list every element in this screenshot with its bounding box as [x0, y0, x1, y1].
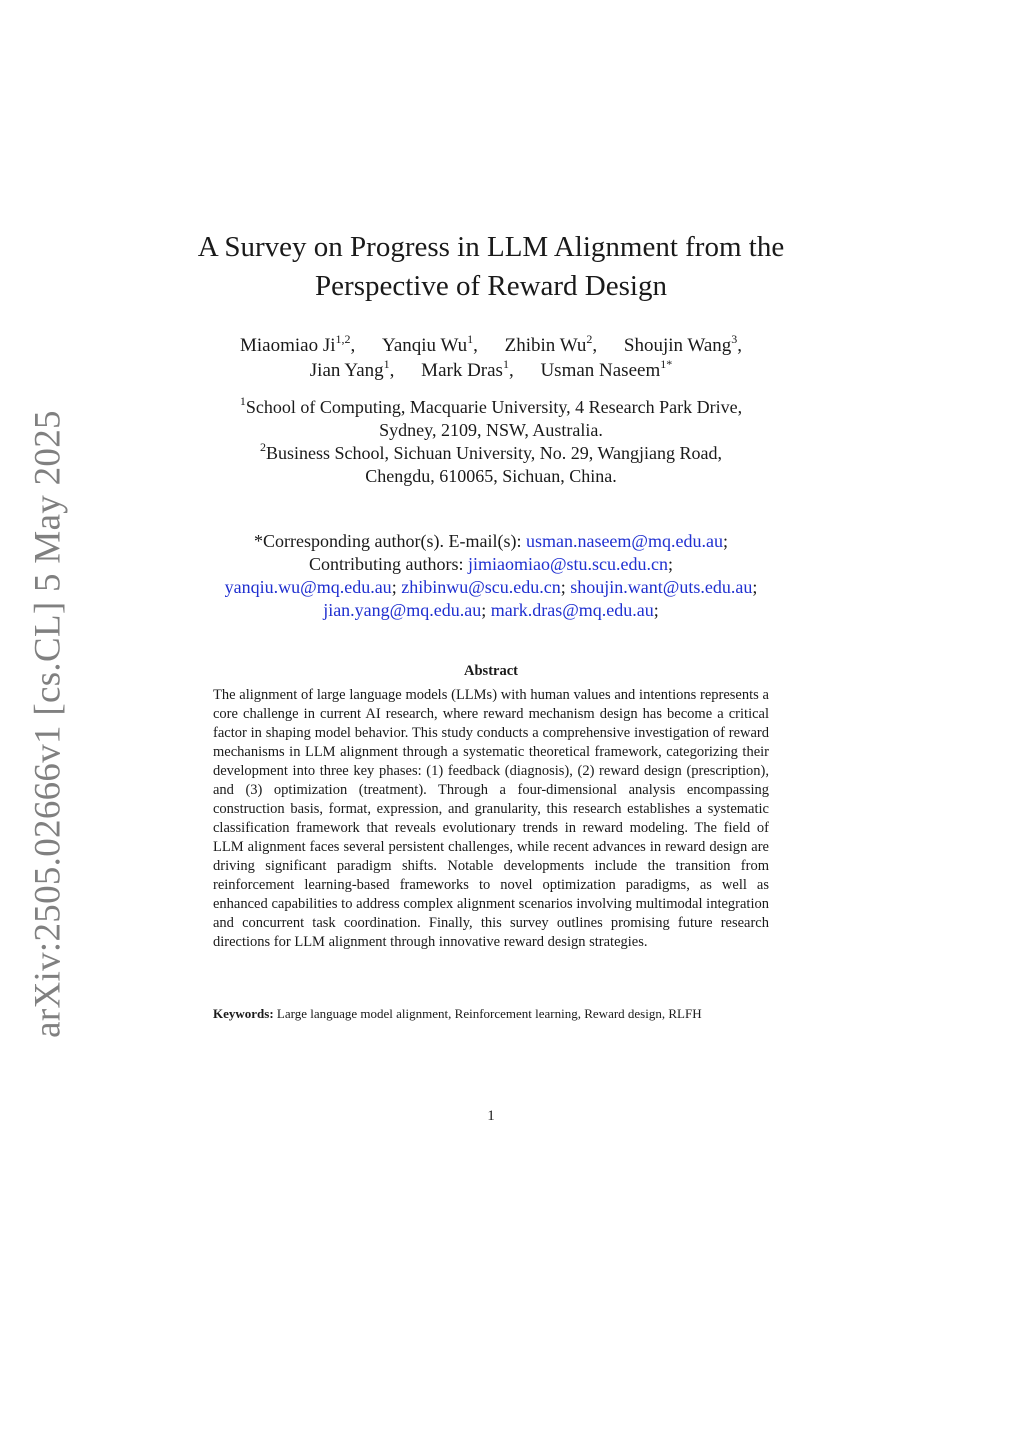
email-link[interactable]: jian.yang@mq.edu.au: [323, 600, 482, 620]
paper-title: [160, 228, 822, 306]
corresponding-line: *Corresponding author(s). E-mail(s): usman.naseem@mq.edu.au;: [254, 531, 728, 551]
affiliations: [160, 396, 822, 488]
keywords: [213, 1005, 769, 1022]
affiliation-1-line-2: Sydney, 2109, NSW, Australia.: [379, 420, 603, 440]
author: Jian Yang$^1$,: [309, 356, 395, 381]
affiliation-1: $^1$School of Computing, Macquarie University, 4 Research Park Drive,: [239, 394, 743, 417]
title-line-1: A Survey on Progress in LLM Alignment from the: [197, 231, 785, 263]
corresponding-label: *Corresponding author(s). E-mail(s):: [254, 531, 522, 551]
email-link[interactable]: yanqiu.wu@mq.edu.au: [224, 577, 392, 597]
author: Yanqiu Wu$^1$,: [382, 331, 478, 356]
author: Zhibin Wu$^2$,: [504, 331, 598, 356]
author-list: [160, 333, 822, 383]
contributing-line: Contributing authors: jimiaomiao@stu.scu.edu.cn;: [308, 554, 674, 574]
corresponding-email-link[interactable]: usman.naseem@mq.edu.au: [525, 531, 723, 551]
author: Usman Naseem$^{1*}$: [540, 356, 673, 381]
keywords-label: Keywords:: [213, 1006, 274, 1021]
email-link[interactable]: zhibinwu@scu.edu.cn: [401, 577, 561, 597]
email-link[interactable]: mark.dras@mq.edu.au: [490, 600, 654, 620]
affiliation-2-line-2: Chengdu, 610065, Sichuan, China.: [365, 466, 617, 486]
contributing-emails-line-2: yanqiu.wu@mq.edu.au; zhibinwu@scu.edu.cn; shoujin.want@uts.edu.au;: [224, 577, 758, 597]
author: Shoujin Wang$^3$,: [623, 331, 743, 356]
keywords-text: Large language model alignment, Reinforcement learning, Reward design, RLFH: [276, 1006, 702, 1021]
author: Mark Dras$^1$,: [421, 356, 514, 381]
page-number: 1: [487, 1108, 495, 1124]
title-line-2: Perspective of Reward Design: [315, 270, 667, 302]
affiliation-2: $^2$Business School, Sichuan University, No. 29, Wangjiang Road,: [259, 440, 723, 463]
email-link[interactable]: jimiaomiao@stu.scu.edu.cn: [467, 554, 669, 574]
abstract-heading: Abstract: [464, 663, 518, 679]
arxiv-identifier: arXiv:2505.02666v1 [cs.CL] 5 May 2025: [27, 410, 69, 1038]
correspondence: [160, 530, 822, 622]
contributing-label: Contributing authors:: [308, 554, 464, 574]
author: Miaomiao Ji$^{1,2}$,: [239, 331, 356, 356]
contributing-emails-line-3: jian.yang@mq.edu.au; mark.dras@mq.edu.au;: [323, 600, 659, 620]
email-link[interactable]: shoujin.want@uts.edu.au: [570, 577, 753, 597]
abstract-text: The alignment of large language models (LLMs) with human values and intentions represents a core challenge in current AI research, where reward mechanism design has become a critical factor in shaping model behavior. This study conducts a comprehensive investigation of reward mechanisms in LLM alignment through a systematic theoretical framework, categorizing their development into three key phases: (1) feedback (diagnosis), (2) reward design (prescription), and (3) optimization (treatment). Through a four-dimensional analysis encompassing construction basis, format, expression, and granularity, this research establishes a systematic classification framework that reveals evolutionary trends in reward modeling. The field of LLM alignment faces several persistent challenges, while recent advances in reward design are driving significant paradigm shifts. Notable developments include the transition from reinforcement learning-based frameworks to novel optimization paradigms, as well as enhanced capabilities to address complex alignment scenarios involving multimodal integration and concurrent task coordination. Finally, this survey outlines promising future research directions for LLM alignment through innovative reward design strategies.: [213, 687, 769, 950]
